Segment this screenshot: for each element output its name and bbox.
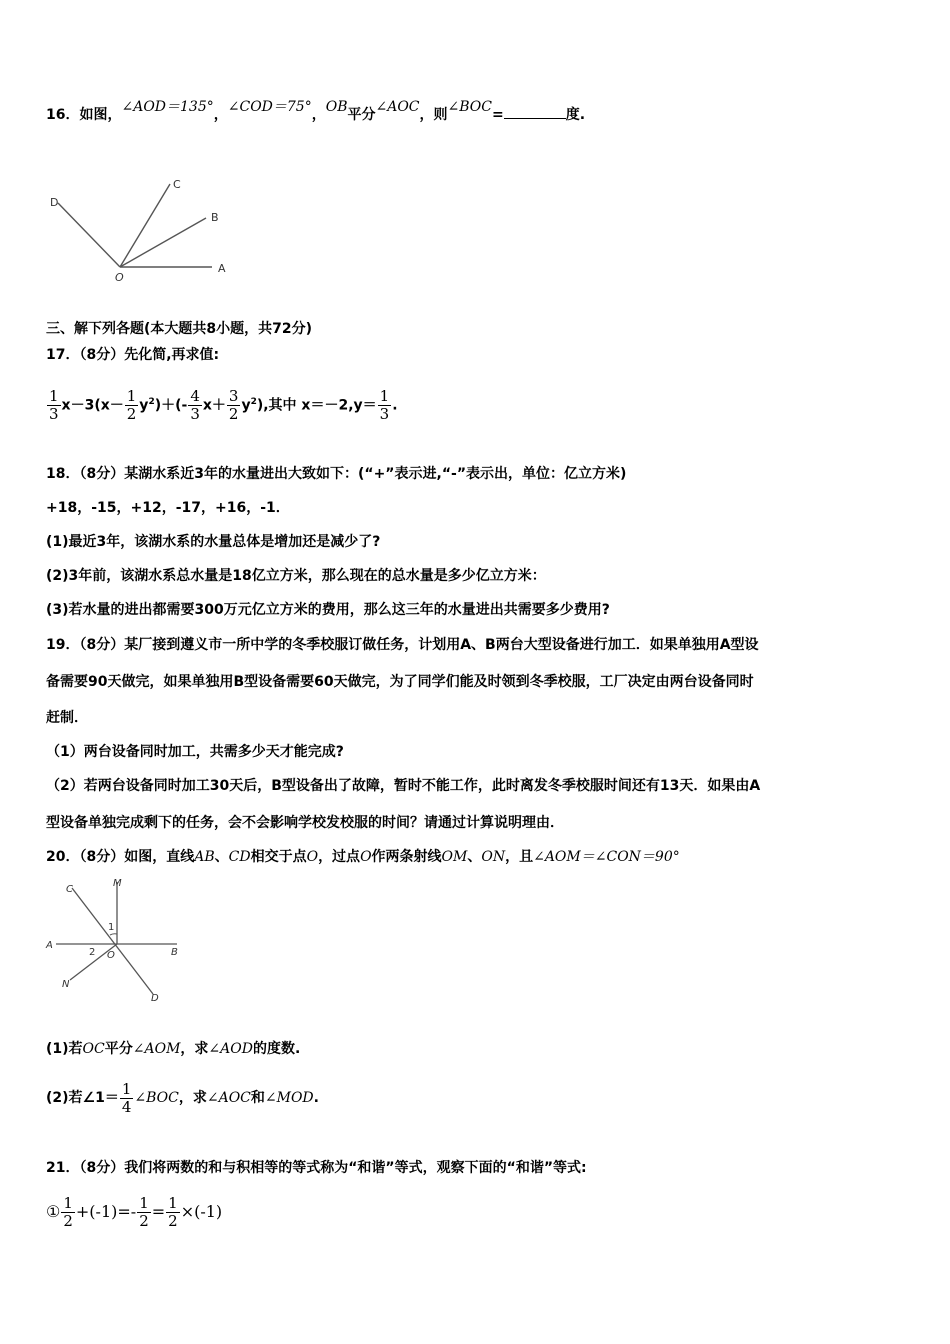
label-angle-1: 1 xyxy=(108,922,115,933)
label-o: O xyxy=(115,271,124,284)
label-m: M xyxy=(113,878,122,889)
q17-text-3: )＋(- xyxy=(154,397,188,414)
figure-20 xyxy=(40,872,190,1008)
ray-oc xyxy=(120,184,170,267)
question-19-line-2: 备需要90天做完，如果单独用B型设备需要60天做完，为了同学们能及时领到冬季校服，工厂决定由两台设备同时 xyxy=(46,674,754,690)
question-20-part-1 xyxy=(46,1040,300,1058)
q20-on: ON xyxy=(481,849,506,865)
section-3-heading: 三、解下列各题(本大题共8小题，共72分) xyxy=(46,321,313,337)
label-n: N xyxy=(62,979,70,990)
question-20-title xyxy=(46,848,680,866)
q20-t1: 相交于点 xyxy=(250,849,307,865)
q21-text-1: +(-1)=- xyxy=(75,1202,137,1221)
question-20-part-2 xyxy=(46,1076,319,1120)
q21-frac-1: $\frac{1}{2}$ xyxy=(63,1194,73,1230)
q21-frac-3: $\frac{1}{2}$ xyxy=(168,1194,178,1230)
q20-p2-aoc: ∠AOC xyxy=(206,1090,251,1106)
question-17-expression xyxy=(46,380,398,428)
q16-unit: 度. xyxy=(565,107,586,123)
label-o: O xyxy=(107,950,115,961)
q21-circle-1: ① xyxy=(46,1202,61,1221)
q20-p2c: 和 xyxy=(250,1090,265,1106)
label-d: D xyxy=(50,196,59,209)
question-19-part-2a: （2）若两台设备同时加工30天后，B型设备出了故障，暂时不能工作，此时离发冬季校服时间还有13天．如果由A xyxy=(46,778,761,794)
q17-text-2: y xyxy=(139,397,149,414)
label-angle-2: 2 xyxy=(89,947,96,958)
q17-frac-1: $\frac{1}{3}$ xyxy=(49,387,59,424)
q20-p2-boc: ∠BOC xyxy=(134,1090,179,1106)
ray-od xyxy=(58,203,120,267)
q16-expr-boc: ∠BOC xyxy=(447,99,492,115)
q21-frac-2: $\frac{1}{2}$ xyxy=(139,1194,149,1230)
q17-frac-2: $\frac{1}{2}$ xyxy=(126,387,137,424)
q16-expr-aod: ∠AOD＝135° xyxy=(121,99,214,115)
line-cd xyxy=(72,888,153,994)
q17-frac-3: $\frac{4}{3}$ xyxy=(190,387,200,424)
q20-p2b: ，求 xyxy=(178,1090,207,1106)
q17-text-4: x＋ xyxy=(202,397,226,414)
figure-16 xyxy=(40,170,250,290)
q20-o: O xyxy=(306,849,319,865)
q20-p2d: . xyxy=(313,1090,319,1106)
q20-p1b: 平分 xyxy=(104,1041,133,1057)
q17-text-1: x－3(x－ xyxy=(61,397,124,414)
q20-t4: ，且 xyxy=(505,849,534,865)
q16-text-bisect: 平分 xyxy=(347,107,376,123)
ray-ob xyxy=(120,218,206,267)
label-a: A xyxy=(46,940,53,951)
question-19-line-3: 赶制． xyxy=(46,710,88,726)
q20-t2: ，过点 xyxy=(318,849,361,865)
q20-c2: 、 xyxy=(467,849,482,865)
q21-text-2: = xyxy=(151,1202,166,1221)
q20-c1: 、 xyxy=(214,849,229,865)
q17-text-5: y xyxy=(241,397,251,414)
question-18-part-2: (2)3年前，该湖水系总水量是18亿立方米，那么现在的总水量是多少亿立方米： xyxy=(46,568,546,584)
q20-p1a: (1)若 xyxy=(46,1041,83,1057)
q16-answer-blank xyxy=(504,104,566,119)
label-b: B xyxy=(211,211,219,224)
q20-condition: ∠AOM＝∠CON＝90° xyxy=(533,849,680,865)
q20-p1-oc: OC xyxy=(82,1041,105,1057)
q20-p1d: 的度数. xyxy=(252,1041,301,1057)
q20-om: OM xyxy=(441,849,468,865)
q16-sep2: ， xyxy=(311,107,326,123)
q20-cd: CD xyxy=(228,849,251,865)
q16-expr-ob: OB xyxy=(325,99,348,115)
q17-sup-2: 2 xyxy=(148,397,155,407)
q20-p2-mod: ∠MOD xyxy=(264,1090,314,1106)
question-21-equation xyxy=(46,1190,222,1234)
question-19-part-2b: 型设备单独完成剩下的任务，会不会影响学校发校服的时间？请通过计算说明理由． xyxy=(46,815,564,831)
q21-text-3: ×(-1) xyxy=(180,1202,223,1221)
q16-eq: = xyxy=(491,107,504,123)
q20-pre: 20．（8分）如图，直线 xyxy=(46,849,195,865)
question-19-part-1: （1）两台设备同时加工，共需多少天才能完成? xyxy=(46,744,344,760)
q16-number: 16．如图， xyxy=(46,107,122,123)
q17-text-6: ),其中 x＝－2,y＝ xyxy=(256,397,377,414)
q17-text-7: . xyxy=(392,397,398,414)
q16-expr-aoc: ∠AOC xyxy=(375,99,420,115)
question-18-part-1: (1)最近3年，该湖水系的水量总体是增加还是减少了? xyxy=(46,534,381,550)
label-c: C xyxy=(173,178,181,191)
label-c: C xyxy=(66,884,73,895)
q16-expr-cod: ∠COD＝75° xyxy=(227,99,312,115)
q20-o2: O xyxy=(360,849,372,865)
q20-p1-aod: ∠AOD xyxy=(208,1041,253,1057)
label-d: D xyxy=(151,993,159,1004)
question-19-line-1: 19．（8分）某厂接到遵义市一所中学的冬季校服订做任务，计划用A、B两台大型设备进行加工．如果单独用A型设 xyxy=(46,637,759,653)
q16-text-then: ，则 xyxy=(419,107,448,123)
question-17-title: 17．（8分）先化简,再求值: xyxy=(46,347,220,363)
q20-frac: $\frac{1}{4}$ xyxy=(121,1079,132,1116)
q17-frac-4: $\frac{3}{2}$ xyxy=(228,387,239,424)
q17-frac-5: $\frac{1}{3}$ xyxy=(379,387,390,424)
q17-sup-5: 2 xyxy=(250,397,257,407)
q20-ab: AB xyxy=(194,849,215,865)
question-21-title: 21．（8分）我们将两数的和与积相等的等式称为“和谐”等式，观察下面的“和谐”等式: xyxy=(46,1160,587,1176)
label-b: B xyxy=(171,947,178,958)
q20-p1c: ，求 xyxy=(180,1041,209,1057)
q20-p2a: (2)若∠1＝ xyxy=(46,1090,119,1106)
q16-sep1: ， xyxy=(213,107,228,123)
label-a: A xyxy=(218,262,226,275)
q20-p1-aom: ∠AOM xyxy=(132,1041,181,1057)
question-18-data: +18，-15，+12，-17，+16，-1． xyxy=(46,500,290,516)
question-16 xyxy=(46,99,586,124)
question-18-title: 18．（8分）某湖水系近3年的水量进出大致如下：(“+”表示进,“-”表示出，单位：亿立方米) xyxy=(46,466,627,482)
q20-t3: 作两条射线 xyxy=(371,849,442,865)
question-18-part-3: (3)若水量的进出都需要300万元亿立方米的费用，那么这三年的水量进出共需要多少费用? xyxy=(46,602,610,618)
angle-1-arc xyxy=(110,934,117,935)
